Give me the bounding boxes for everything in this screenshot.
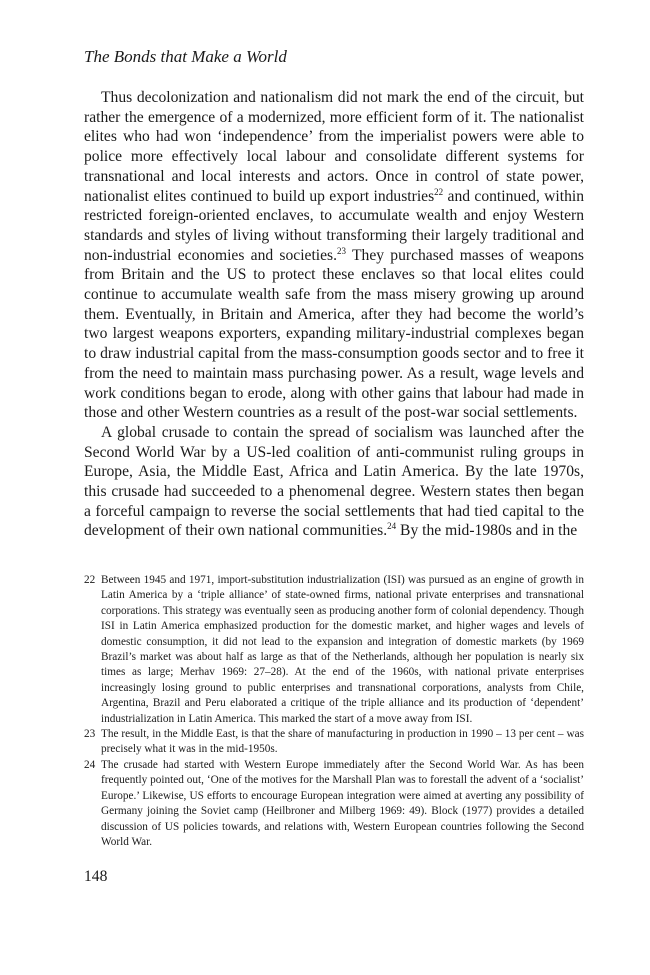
footnote-text: Between 1945 and 1971, import-substitution industrialization (ISI) was pursued as an engine of growth in Latin America by a ‘triple alliance’ of state-owned firms, national private enterprises and transnational corporations. This strategy was eventually seen as producing another form of colonial dependency. Though ISI in Latin America emphasized production for the domestic market, and higher wages and levels of domestic consumption, it did not lead to the expansion and integration of domestic markets (by 1969 Brazil’s market was about half as large as that of the Netherlands, although her population is nearly six times as large; Merhav 1969: 27–28). At the end of the 1960s, with national private enterprises increasingly losing ground to public enterprises and transnational corporations, analysts from Chile, Argentina, Brazil and Peru elaborated a critique of the triple alliance and its production of ‘dependent’ industrialization in Latin America. This marked the start of a move away from ISI. — [101, 574, 584, 725]
footnotes — [84, 573, 584, 850]
footnote-number: 22 — [84, 574, 96, 586]
footnote-text: The crusade had started with Western Europe immediately after the Second World War. As has been frequently pointed out, ‘One of the motives for the Marshall Plan was to forestall the advent of a ‘socialist’ Europe.’ Likewise, US efforts to encourage European integration were aimed at averting any possibility of Germany joining the Soviet camp (Heilbroner and Milberg 1969: 49). Block (1977) provides a detailed discussion of US policies towards, and relations with, Western European countries following the Second World War. — [101, 758, 584, 848]
page-number: 148 — [84, 868, 108, 885]
footnote-23 — [84, 727, 584, 758]
paragraph-text: By the mid-1980s and in the — [396, 522, 578, 540]
footnote-number: 24 — [84, 758, 96, 771]
paragraph-text: and continued, within restricted foreign-oriented enclaves, to accumulate wealth and enjoy Western standards and styles of living without transforming their largely traditional and non-industrial economies and societies. — [84, 187, 584, 264]
running-head: The Bonds that Make a World — [84, 47, 287, 66]
footnote-ref-24: 24 — [387, 521, 397, 532]
paragraph — [84, 423, 584, 541]
footnote-number: 23 — [84, 728, 96, 741]
footnote-ref-23: 23 — [337, 245, 347, 256]
paragraph-text: A global crusade to contain the spread of socialism was launched after the Second World War by a US-led coalition of anti-communist ruling groups in Europe, Asia, the Middle East, Africa and Latin America. By the late 1970s, this crusade had succeeded to a phenomenal degree. Western states then began a forceful campaign to reverse the social settlements that had tied capital to the development of their own national communities. — [84, 423, 584, 540]
paragraph-text: Thus decolonization and nationalism did not mark the end of the circuit, but rather the emergence of a modernized, more efficient form of it. The nationalist elites who had won ‘independence’ from the imperialist powers were able to police more effectively local labour and consolidate different systems for transnational and local interests and actors. Once in control of state power, nationalist elites continued to build up export industries — [84, 89, 584, 205]
footnote-24 — [84, 758, 584, 850]
body-text — [84, 88, 584, 541]
footnote-22 — [84, 573, 584, 727]
footnote-ref-22: 22 — [434, 186, 444, 197]
footnote-text: The result, in the Middle East, is that the share of manufacturing in production in 1990 – 13 per cent – was precisely what it was in the mid-1950s. — [101, 728, 584, 756]
paragraph — [84, 88, 584, 423]
paragraph-text: They purchased masses of weapons from Britain and the US to protect these enclaves so that local elites could continue to accumulate wealth safe from the mass misery growing up around them. Eventually, in Britain and America, after they had become the world’s two largest weapons exporters, expanding military-industrial complexes began to draw industrial capital from the mass-consumption goods sector and to free it from the need to maintain mass purchasing power. As a result, wage levels and work conditions began to erode, along with other gains that labour had made in those and other Western countries as a result of the post-war social settlements. — [84, 246, 584, 422]
